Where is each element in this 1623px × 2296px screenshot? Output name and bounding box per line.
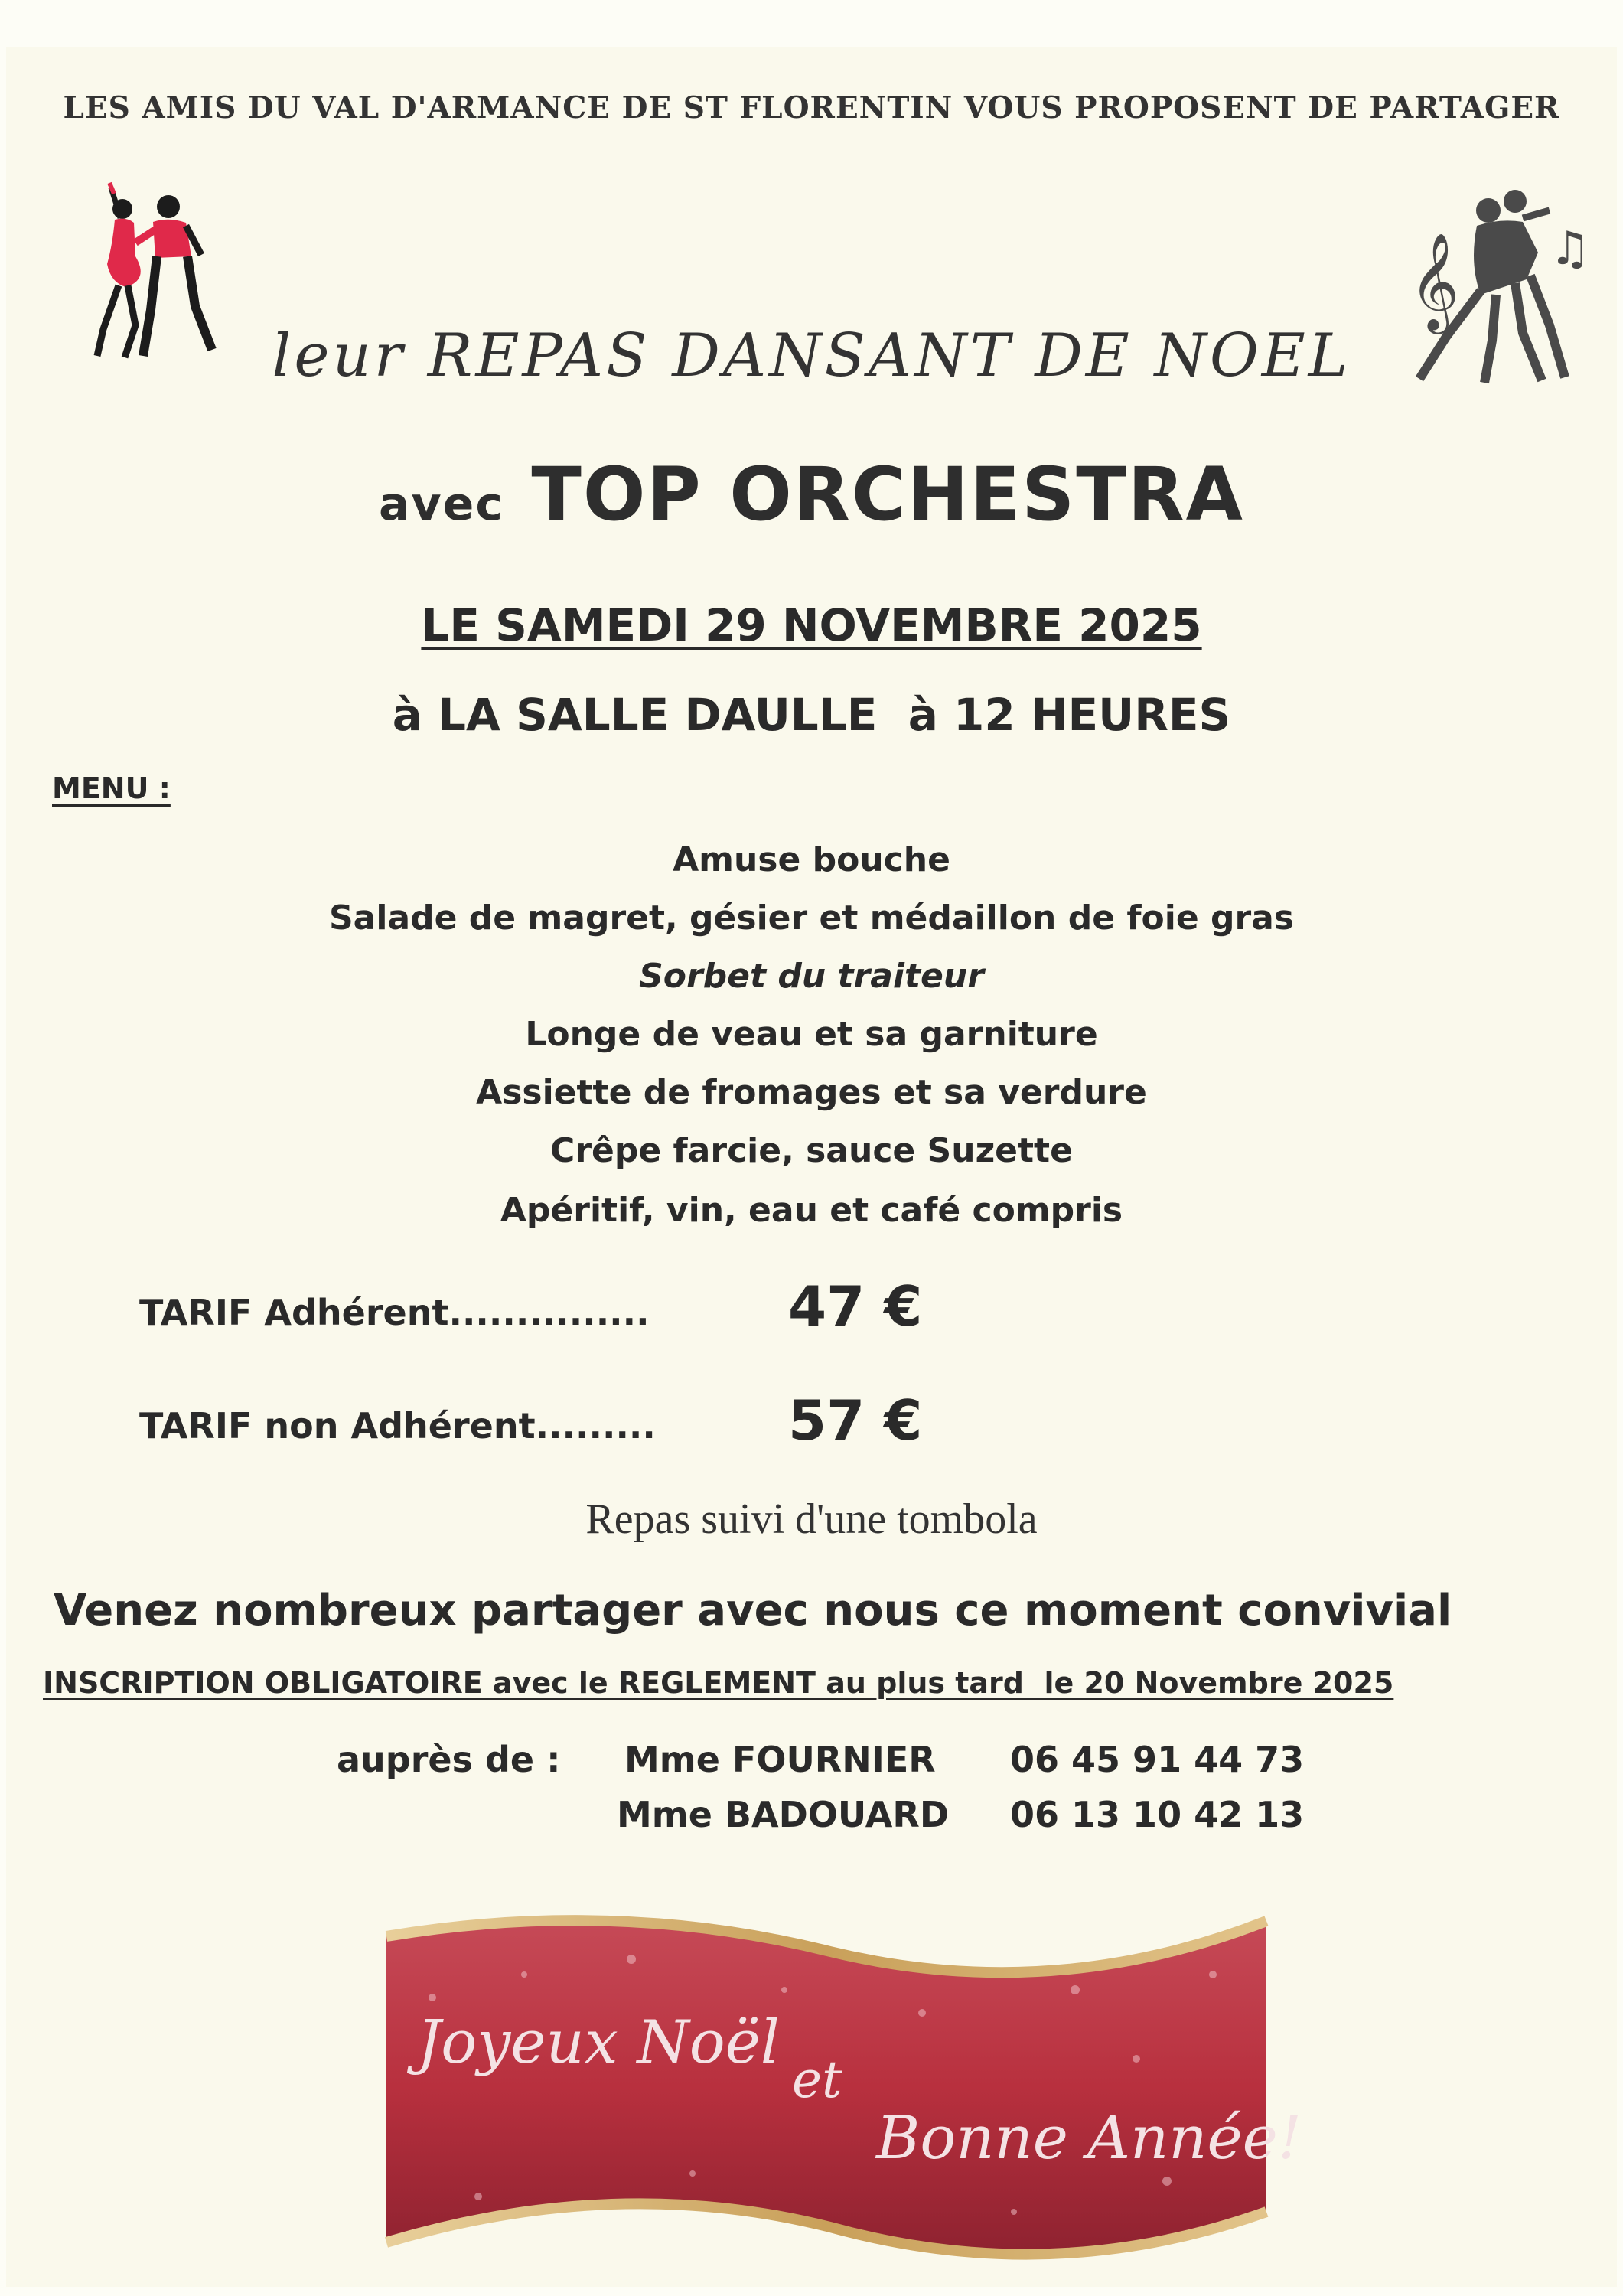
invitation-line: Venez nombreux partager avec nous ce moment convivial [54,1586,1452,1636]
contact-name: Mme FOURNIER [624,1739,936,1780]
header-line: LES AMIS DU VAL D'ARMANCE DE ST FLORENTIN VOUS PROPOSENT DE PARTAGER [63,90,1560,126]
contact-phone: 06 13 10 42 13 [1010,1794,1305,1835]
banner-line2: et [792,2050,842,2109]
contact-name: Mme BADOUARD [617,1794,950,1835]
christmas-banner [386,1906,1302,2262]
menu-item: Assiette de fromages et sa verdure [476,1073,1147,1112]
banner-line1: Joyeux Noël [417,2008,780,2077]
menu-label: MENU : [52,771,171,805]
contacts-label: auprès de : [337,1739,561,1780]
music-note-icon: ♫ [1550,222,1591,276]
tarif-nonmember-price: 57 € [788,1388,923,1453]
menu-item: Amuse bouche [673,840,950,879]
orchestra-prefix: avec [379,478,504,531]
menu-item: Apéritif, vin, eau et café compris [500,1191,1123,1230]
registration-notice: INSCRIPTION OBLIGATOIRE avec le REGLEMENT au plus tard le 20 Novembre 2025 [43,1666,1394,1700]
treble-clef-icon: 𝄞 [1410,232,1460,330]
orchestra-line [0,452,1623,537]
contact-phone: 06 45 91 44 73 [1010,1739,1305,1780]
orchestra-name: TOP ORCHESTRA [531,452,1244,537]
tarif-member-label: TARIF Adhérent............... [139,1292,650,1333]
menu-item: Salade de magret, gésier et médaillon de foie gras [328,899,1295,938]
tarif-member-price: 47 € [788,1274,923,1339]
menu-item: Sorbet du traiteur [639,957,984,996]
event-title: leur REPAS DANSANT DE NOEL [272,321,1351,390]
event-venue: à LA SALLE DAULLE à 12 HEURES [392,689,1231,741]
event-date: LE SAMEDI 29 NOVEMBRE 2025 [421,599,1202,651]
menu-item: Crêpe farcie, sauce Suzette [550,1131,1073,1170]
tarif-nonmember-label: TARIF non Adhérent......... [139,1405,656,1446]
banner-line3: Bonne Année! [876,2104,1302,2173]
tombola-note: Repas suivi d'une tombola [585,1495,1038,1543]
menu-item: Longe de veau et sa garniture [525,1015,1098,1054]
